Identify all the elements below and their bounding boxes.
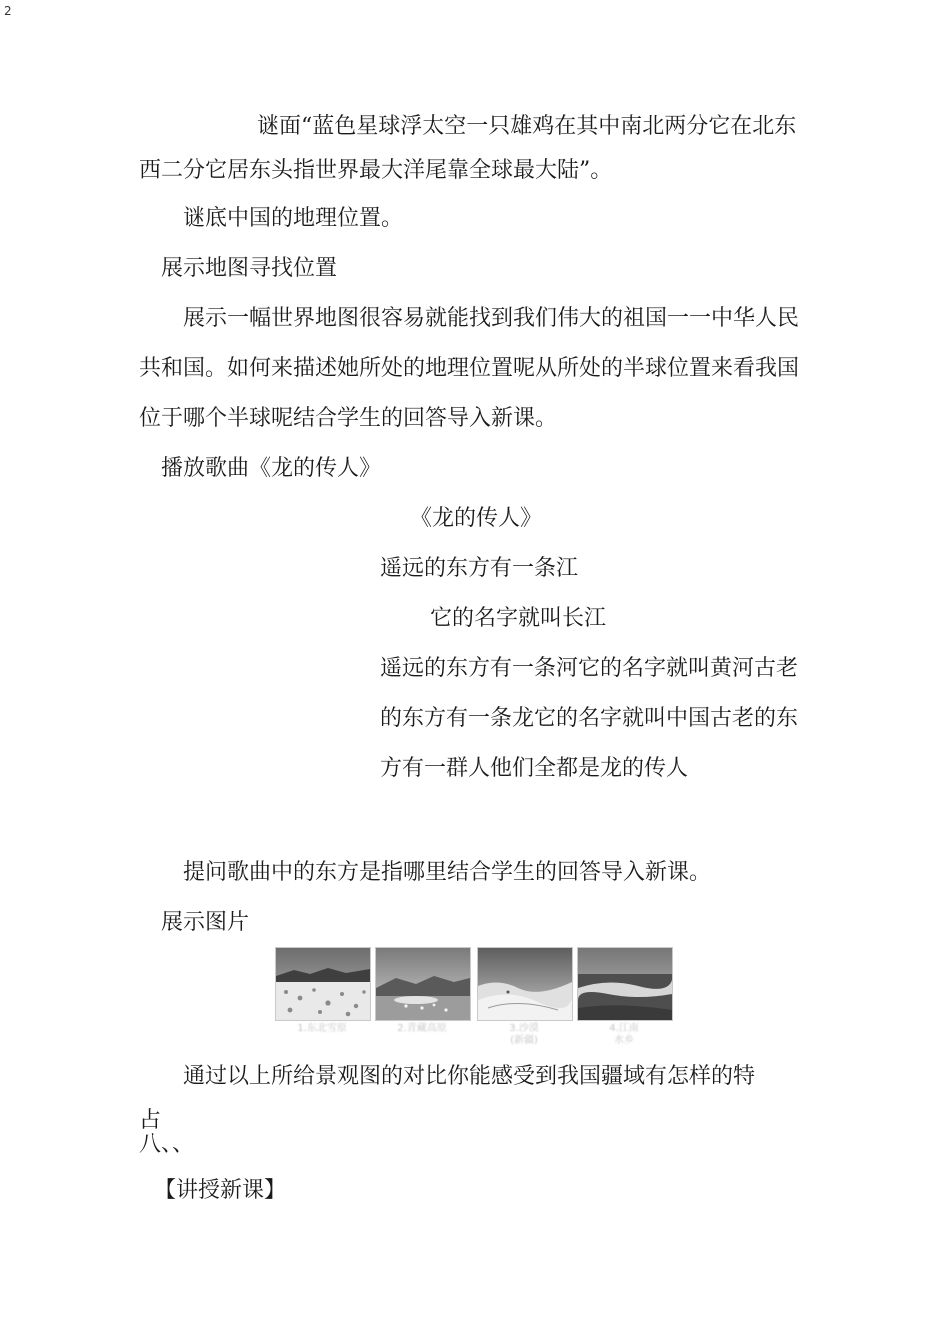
photo-caption-line: (新疆) [510, 1035, 538, 1046]
photo-caption-line: 1.东北雪原 [297, 1023, 347, 1034]
question-paragraph: 提问歌曲中的东方是指哪里结合学生的回答导入新课。 [183, 860, 712, 885]
heading-show-pictures: 展示图片 [161, 910, 250, 935]
landscape-photo [577, 947, 673, 1021]
map-paragraph-line-1: 展示一幅世界地图很容易就能找到我们伟大的祖国一一中华人民 [183, 306, 800, 331]
lyric-line: 方有一群人他们全都是龙的传人 [380, 756, 689, 781]
photo-caption-line: 3.沙漠 [509, 1023, 539, 1034]
lyric-line: 的东方有一条龙它的名字就叫中国古老的东 [380, 706, 799, 731]
map-paragraph-line-3: 位于哪个半球呢结合学生的回答导入新课。 [139, 406, 558, 431]
song-title: 《龙的传人》 [410, 506, 543, 531]
lyric-line: 它的名字就叫长江 [430, 606, 607, 631]
stray-marks: 八、、 [139, 1132, 195, 1157]
lyric-line: 遥远的东方有一条河它的名字就叫黄河古老 [380, 656, 799, 681]
photo-caption [577, 1023, 671, 1047]
landscape-photo [275, 947, 371, 1021]
landscape-photo-strip [275, 947, 675, 1057]
photo-caption [375, 1023, 469, 1035]
landscape-photo [375, 947, 471, 1021]
riddle-line-2: 西二分它居东头指世界最大洋尾靠全球最大陆”。 [139, 158, 613, 183]
heading-show-map: 展示地图寻找位置 [161, 256, 338, 281]
compare-paragraph: 通过以上所给景观图的对比你能感受到我国疆域有怎样的特 [183, 1064, 756, 1089]
compare-paragraph-tail: 占 [139, 1108, 162, 1133]
photo-caption [275, 1023, 369, 1035]
heading-play-song: 播放歌曲《龙的传人》 [161, 456, 382, 481]
riddle-line-1: 谜面“蓝色星球浮太空一只雄鸡在其中南北两分它在北东 [257, 114, 797, 139]
riddle-answer: 谜底中国的地理位置。 [183, 206, 404, 231]
section-heading-new-lesson: 【讲授新课】 [154, 1178, 287, 1203]
photo-caption-line: 水乡 [614, 1035, 634, 1046]
photo-caption [477, 1023, 571, 1047]
photo-caption-line: 2.青藏高原 [397, 1023, 447, 1034]
page-number: 2 [4, 4, 12, 18]
lyric-line: 遥远的东方有一条江 [380, 556, 579, 581]
photo-caption-line: 4.江南 [609, 1023, 639, 1034]
map-paragraph-line-2: 共和国。如何来描述她所处的地理位置呢从所处的半球位置来看我国 [139, 356, 800, 381]
landscape-photo [477, 947, 573, 1021]
